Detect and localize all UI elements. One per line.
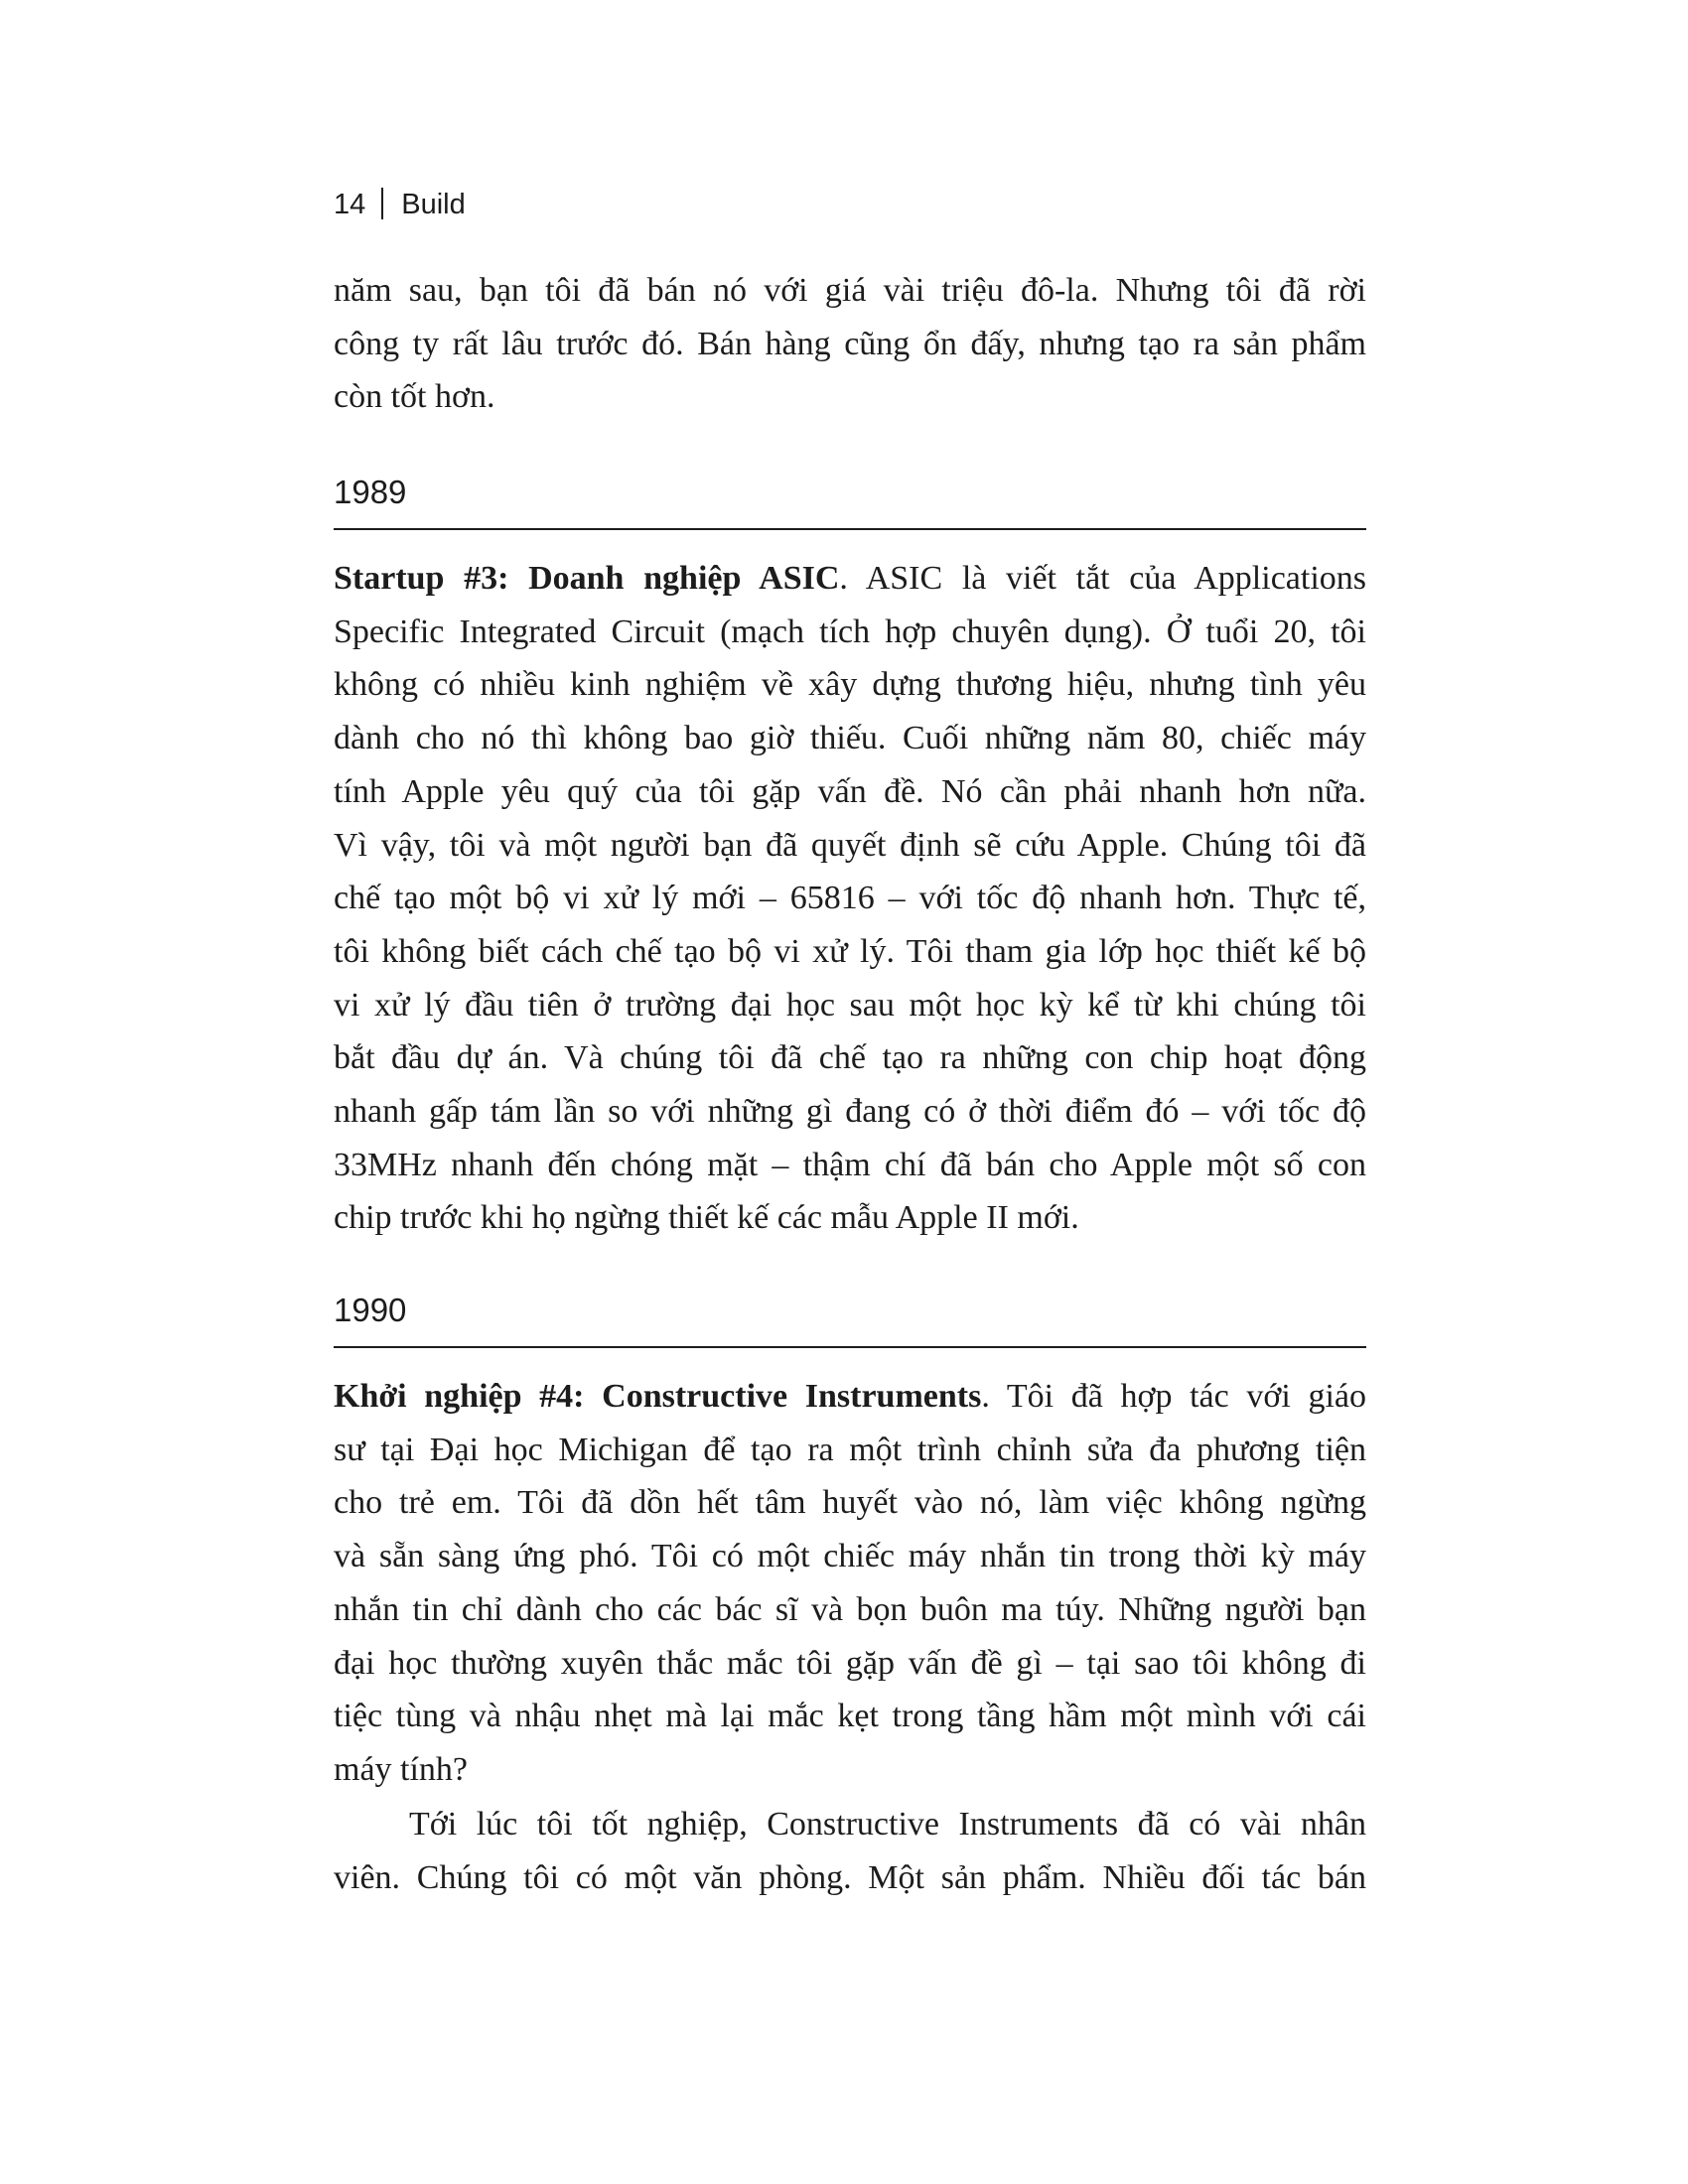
running-title: Build bbox=[401, 189, 466, 220]
text-line-rest: . Tôi đã hợp tác với giáo bbox=[981, 1378, 1366, 1415]
text-line: và sẵn sàng ứng phó. Tôi có một chiếc máy nhắn tin trong thời kỳ máy bbox=[334, 1538, 1366, 1575]
text-line: Vì vậy, tôi và một người bạn đã quyết định sẽ cứu Apple. Chúng tôi đã bbox=[334, 826, 1366, 864]
graduation-paragraph bbox=[334, 1798, 1366, 1904]
page-number: 14 bbox=[334, 189, 366, 220]
text-line: Specific Integrated Circuit (mạch tích hợp chuyên dụng). Ở tuổi 20, tôi bbox=[334, 613, 1366, 650]
text-line: chế tạo một bộ vi xử lý mới – 65816 – với tốc độ nhanh hơn. Thực tế, bbox=[334, 880, 1366, 917]
intro-paragraph bbox=[334, 264, 1366, 424]
text-line: đại học thường xuyên thắc mắc tôi gặp vấn đề gì – tại sao tôi không đi bbox=[334, 1644, 1366, 1682]
text-line: vi xử lý đầu tiên ở trường đại học sau một học kỳ kể từ khi chúng tôi bbox=[334, 986, 1366, 1024]
text-line: cho trẻ em. Tôi đã dồn hết tâm huyết vào nó, làm việc không ngừng bbox=[334, 1484, 1366, 1522]
text-line: viên. Chúng tôi có một văn phòng. Một sản phẩm. Nhiều đối tác bán bbox=[334, 1858, 1366, 1896]
text-line: nhắn tin chỉ dành cho các bác sĩ và bọn buôn ma túy. Những người bạn bbox=[334, 1590, 1366, 1628]
text-line: tính Apple yêu quý của tôi gặp vấn đề. Nó cần phải nhanh hơn nữa. bbox=[334, 772, 1366, 810]
section-year-heading: 1990 bbox=[334, 1289, 1366, 1348]
text-line: chip trước khi họ ngừng thiết kế các mẫu Apple II mới. bbox=[334, 1199, 1079, 1237]
text-line: dành cho nó thì không bao giờ thiếu. Cuối những năm 80, chiếc máy bbox=[334, 720, 1366, 757]
text-line: bắt đầu dự án. Và chúng tôi đã chế tạo ra những con chip hoạt động bbox=[334, 1039, 1366, 1077]
text-line: công ty rất lâu trước đó. Bán hàng cũng ổn đấy, nhưng tạo ra sản phẩm bbox=[334, 325, 1366, 362]
section-year-heading: 1989 bbox=[334, 471, 1366, 530]
text-line: còn tốt hơn. bbox=[334, 378, 495, 416]
text-line bbox=[334, 552, 1366, 606]
text-line: nhanh gấp tám lần so với những gì đang có ở thời điểm đó – với tốc độ bbox=[334, 1093, 1366, 1131]
text-line: tiệc tùng và nhậu nhẹt mà lại mắc kẹt trong tầng hầm một mình với cái bbox=[334, 1698, 1366, 1735]
text-line: Tới lúc tôi tốt nghiệp, Constructive Instruments đã có vài nhân bbox=[409, 1806, 1366, 1843]
section-lead: Startup #3: Doanh nghiệp ASIC bbox=[334, 560, 840, 597]
text-line: 33MHz nhanh đến chóng mặt – thậm chí đã bán cho Apple một số con bbox=[334, 1146, 1366, 1183]
text-line: năm sau, bạn tôi đã bán nó với giá vài triệu đô-la. Nhưng tôi đã rời bbox=[334, 272, 1366, 309]
text-line: máy tính? bbox=[334, 1750, 469, 1788]
section-lead: Khởi nghiệp #4: Constructive Instruments bbox=[334, 1378, 982, 1415]
asic-paragraph bbox=[334, 552, 1366, 1245]
text-line: tôi không biết cách chế tạo bộ vi xử lý. Tôi tham gia lớp học thiết kế bộ bbox=[334, 932, 1366, 970]
text-line-rest: . ASIC là viết tắt của Applications bbox=[839, 560, 1366, 597]
text-line bbox=[334, 1370, 1366, 1424]
constructive-instruments-paragraph bbox=[334, 1370, 1366, 1797]
header-separator bbox=[381, 188, 383, 219]
text-line: sư tại Đại học Michigan để tạo ra một trình chỉnh sửa đa phương tiện bbox=[334, 1431, 1366, 1468]
text-line: không có nhiều kinh nghiệm về xây dựng thương hiệu, nhưng tình yêu bbox=[334, 666, 1366, 704]
running-header bbox=[334, 185, 466, 224]
